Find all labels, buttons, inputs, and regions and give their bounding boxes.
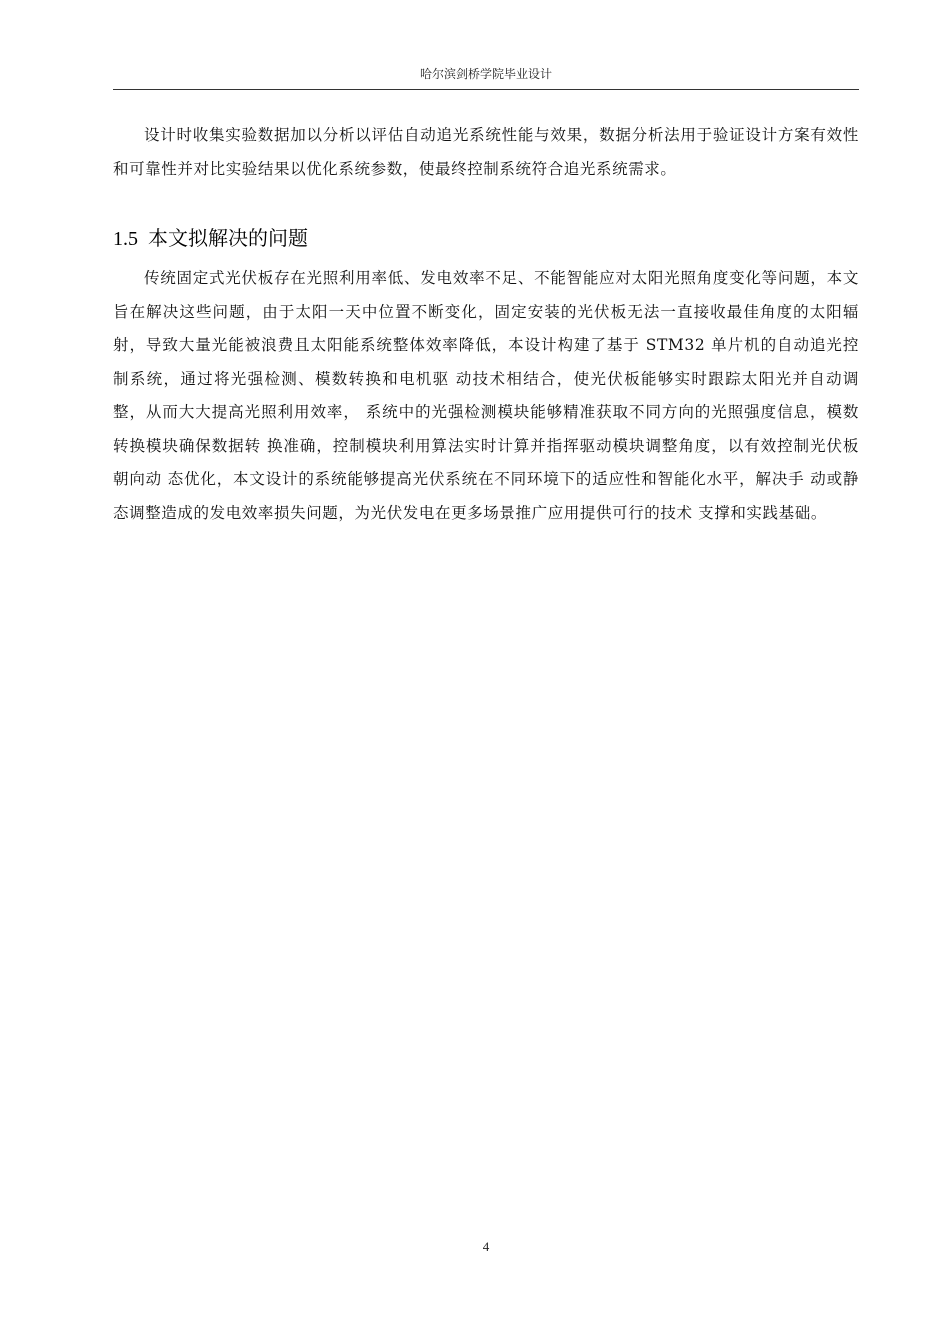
page-header: 哈尔滨剑桥学院毕业设计 (419, 67, 552, 81)
section-heading (113, 222, 859, 255)
page-number: 4 (482, 1239, 490, 1254)
paragraph-problem: 传统固定式光伏板存在光照利用率低、发电效率不足、不能智能应对太阳光照角度变化等问题，本文旨在解决这些问题，由于太阳一天中位置不断变化，固定安装的光伏板无法一直接收最佳角度的太阳辐射，导致大量光能被浪费且太阳能系统整体效率降低，本设计构建了基于 STM32 单片机的自动追光控制系统，通过将光强检测、模数转换和电机驱 动技术相结合，使光伏板能够实时跟踪太阳光并自动调整，从而大大提高光照利用效率， 系统中的光强检测模块能够精准获取不同方向的光照强度信息，模数转换模块确保数据转 换准确，控制模块利用算法实时计算并指挥驱动模块调整角度，以有效控制光伏板朝向动 态优化，本文设计的系统能够提高光伏系统在不同环境下的适应性和智能化水平，解决手 动或静态调整造成的发电效率损失问题，为光伏发电在更多场景推广应用提供可行的技术 支撑和实践基础。 (113, 269, 859, 522)
paragraph-intro: 设计时收集实验数据加以分析以评估自动追光系统性能与效果，数据分析法用于验证设计方案有效性和可靠性并对比实验结果以优化系统参数，使最终控制系统符合追光系统需求。 (113, 126, 859, 178)
header-divider (113, 89, 859, 90)
section-number: 1.5 (113, 228, 138, 250)
section-title: 本文拟解决的问题 (148, 226, 308, 250)
